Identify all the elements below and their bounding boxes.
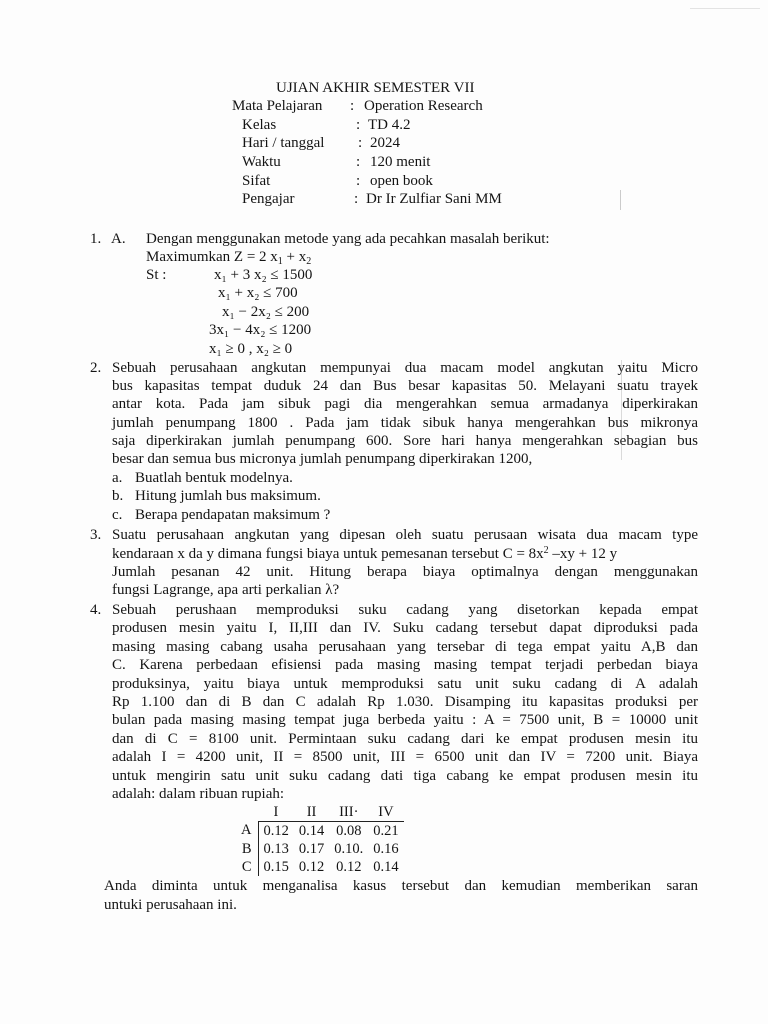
- table-cell: 0.17: [298, 840, 325, 857]
- field-value: Operation Research: [364, 98, 483, 114]
- column-header: III·: [339, 803, 359, 820]
- question-line: besar dan semua bus micronya jumlah penumpang diperkirakan 1200,: [112, 451, 533, 467]
- table-cell: 0.12: [336, 858, 362, 875]
- field-label: Sifat: [242, 173, 271, 189]
- column-header: I: [273, 803, 279, 820]
- item-label: a.: [112, 470, 123, 486]
- closing-line: Anda diminta untuk menganalisa kasus tersebut dan kemudian memberikan saran: [104, 878, 698, 894]
- question-line: dan di C = 8100 unit. Permintaan suku cadang dari ke empat produsen mesin itu: [112, 731, 698, 747]
- item-label: b.: [112, 488, 124, 504]
- table-corner: [226, 803, 258, 822]
- st-label: St :: [146, 267, 167, 283]
- row-label: B: [241, 840, 252, 857]
- item-text: Hitung jumlah bus maksimum.: [135, 488, 321, 504]
- question-line: jumlah penumpang 1800 . Pada jam tidak sibuk hanya mengerahkan bus mikronya: [112, 415, 698, 431]
- question-number: 2.: [90, 360, 102, 376]
- field-label: Pengajar: [242, 191, 295, 207]
- closing-line: untuki perusahaan ini.: [104, 897, 237, 913]
- question-line: produksinya, yaitu biaya untuk memproduksi satu unit suku cadang di A adalah: [112, 676, 698, 692]
- row-label: C: [241, 858, 252, 875]
- table-cell: 0.16: [373, 840, 399, 857]
- constraint: x₁ − 2x₂ ≤ 200: [222, 304, 310, 320]
- question-line: Sebuah perushaan memproduksi suku cadang yang disetorkan kepada empat: [112, 602, 698, 618]
- question-line: saja diperkirakan jumlah penumpang 600. Sore hari hanya mengerahkan sebagian bus: [112, 433, 698, 449]
- table-row: [226, 822, 404, 841]
- table-cell: 0.08: [329, 822, 368, 841]
- question-line: Sebuah perusahaan angkutan mempunyai dua macam model angkutan yaitu Micro: [112, 360, 698, 376]
- question-intro: Dengan menggunakan metode yang ada pecahkan masalah berikut:: [146, 231, 550, 247]
- table-cell: 0.10.: [334, 840, 364, 857]
- objective-function: [146, 249, 311, 267]
- cost-function-prefix: kendaraan x da y dimana fungsi biaya untuk pemesanan tersebut C = 8x: [112, 546, 544, 562]
- question-line: untuk mengirin satu unit suku cadang dati tiga cabang ke empat produsen mesin itu: [112, 768, 698, 784]
- question-line: adalah I = 4200 unit, II = 8500 unit, III = 6500 unit dan IV = 7200 unit. Biaya: [112, 749, 698, 765]
- objective-mid: + x: [282, 249, 307, 265]
- question-line: Jumlah pesanan 42 unit. Hitung berapa biaya optimalnya dengan menggunakan: [112, 564, 698, 580]
- question-line: bulan pada masing masing tempat juga berbeda yaitu : A = 7500 unit, B = 10000 unit: [112, 712, 698, 728]
- table-cell: 0.12: [258, 822, 294, 841]
- field-value: open book: [370, 173, 433, 189]
- field-value: Dr Ir Zulfiar Sani MM: [366, 191, 502, 207]
- superscript: 2: [543, 545, 549, 556]
- table-cell: 0.14: [373, 858, 399, 875]
- table-cell: 0.12: [298, 858, 325, 875]
- question-line: Rp 1.100 dan di B dan C adalah Rp 1.030. Disamping itu kapasitas produksi per: [112, 694, 698, 710]
- question-line: Suatu perusahaan angkutan yang dipesan oleh suatu perusaan wisata dua macam type: [112, 527, 698, 543]
- field-label: Kelas: [242, 117, 277, 133]
- question-line: fungsi Lagrange, apa arti perkalian λ?: [112, 582, 340, 598]
- constraint: x₁ ≥ 0 , x₂ ≥ 0: [209, 341, 293, 357]
- question-line: produsen mesin yaitu I, II,III dan IV. Suku cadang tersebut dapat diproduksi pada: [112, 620, 698, 636]
- question-line: C. Karena perbedaan efisiensi pada masing masing tempat terjadi perbedan biaya: [112, 657, 698, 673]
- question-line: masing masing cabang usaha perusahaan yang tersebar di tega empat yaitu A,B dan: [112, 639, 698, 655]
- column-header: II: [306, 803, 317, 820]
- question-number: 4.: [90, 602, 102, 618]
- item-text: Berapa pendapatan maksimum ?: [135, 507, 331, 523]
- cost-table: [226, 803, 404, 876]
- question-line: adalah: dalam ribuan rupiah:: [112, 786, 285, 802]
- subscript: 2: [306, 256, 312, 267]
- table-header-row: [226, 803, 404, 822]
- field-label: Hari / tanggal: [242, 135, 325, 151]
- table-row: [226, 858, 404, 876]
- scan-mark: [621, 360, 622, 460]
- exam-title: UJIAN AKHIR SEMESTER VII: [276, 80, 475, 96]
- cost-function-suffix: –xy + 12 y: [548, 546, 618, 562]
- field-value: TD 4.2: [368, 117, 411, 133]
- question-line: antar kota. Pada jam sibuk pagi dia mengerahkan semua armadanya diperkirakan: [112, 396, 698, 412]
- constraint: x₁ + x₂ ≤ 700: [218, 285, 298, 301]
- table-cell: 0.15: [258, 858, 294, 876]
- field-value: 120 menit: [370, 154, 431, 170]
- question-line: bus kapasitas tempat duduk 24 dan Bus besar kapasitas 50. Melayani suatu trayek: [112, 378, 698, 394]
- subscript: 1: [277, 256, 283, 267]
- row-label: A: [241, 822, 252, 839]
- question-line: [112, 545, 698, 563]
- field-value: 2024: [370, 135, 400, 151]
- constraint: x₁ + 3 x₂ ≤ 1500: [214, 267, 313, 283]
- field-label: Mata Pelajaran: [232, 98, 323, 114]
- field-label: Waktu: [242, 154, 281, 170]
- table-cell: 0.13: [258, 840, 294, 858]
- column-header: IV: [378, 803, 394, 820]
- field-colon: :: [354, 191, 359, 207]
- scan-mark: [690, 8, 760, 9]
- scan-mark: [620, 190, 621, 210]
- field-colon: :: [356, 154, 361, 170]
- table-cell: 0.14: [294, 822, 329, 841]
- field-colon: :: [350, 98, 355, 114]
- table-cell: 0.21: [368, 822, 403, 841]
- constraint: 3x₁ − 4x₂ ≤ 1200: [209, 322, 312, 338]
- table-row: [226, 840, 404, 858]
- question-number: 3.: [90, 527, 102, 543]
- question-number: 1.: [90, 231, 102, 247]
- item-label: c.: [112, 507, 123, 523]
- question-part: A.: [111, 231, 126, 247]
- objective-prefix: Maximumkan Z = 2 x: [146, 249, 278, 265]
- field-colon: :: [358, 135, 363, 151]
- item-text: Buatlah bentuk modelnya.: [135, 470, 293, 486]
- field-colon: :: [356, 117, 361, 133]
- field-colon: :: [356, 173, 361, 189]
